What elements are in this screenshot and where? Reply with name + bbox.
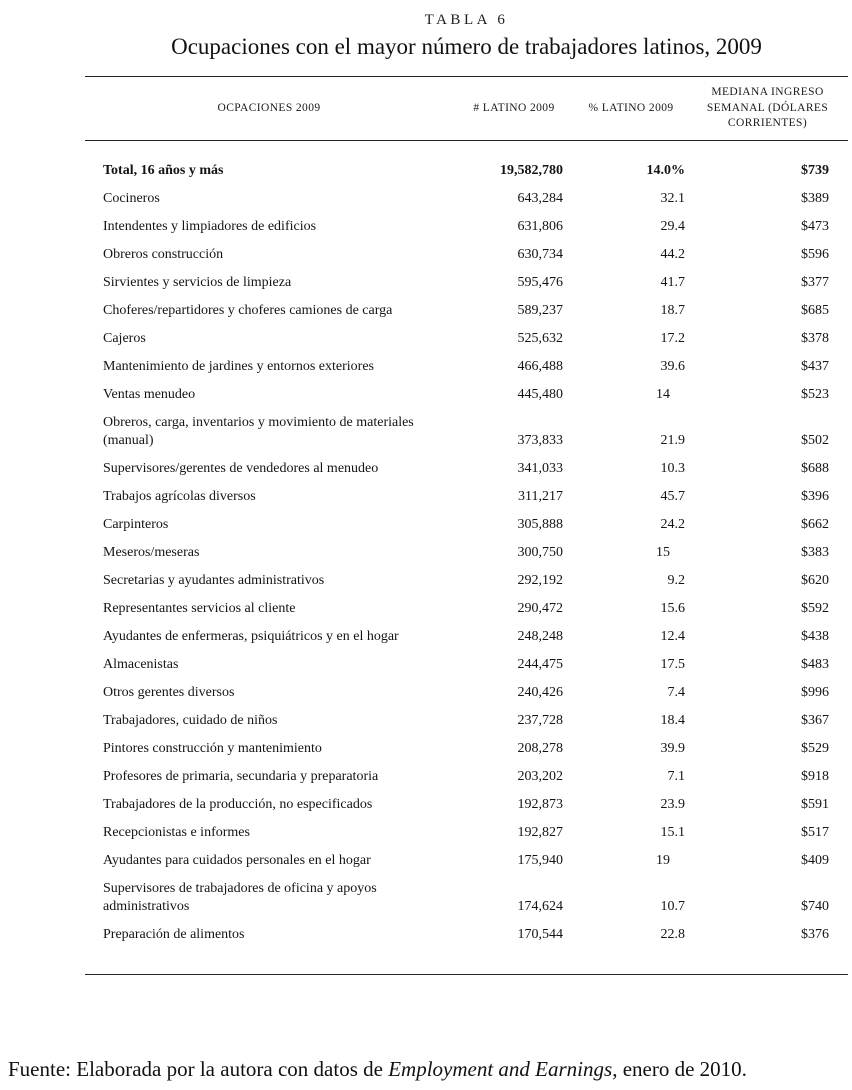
col-header-latino-percent: % LATINO 2009	[588, 101, 674, 114]
latino-percent: 32.1	[660, 190, 685, 206]
latino-count: 292,192	[517, 572, 563, 588]
occupation-label: Profesores de primaria, secundaria y preparatoria	[103, 768, 379, 784]
occupation-label: Trabajadores de la producción, no especificados	[103, 796, 373, 812]
total-row	[85, 140, 848, 185]
col-header-latino-count: # LATINO 2009	[473, 101, 555, 114]
latino-percent: 12.4	[660, 628, 685, 644]
latino-count: 630,734	[517, 246, 563, 262]
median-income: $592	[801, 600, 829, 616]
table-row	[85, 353, 848, 381]
col-header-ocupaciones: OCPACIONES 2009	[217, 101, 321, 114]
latino-percent: 18.7	[660, 302, 685, 318]
latino-count: 244,475	[517, 656, 563, 672]
occupation-label: Trabajos agrícolas diversos	[103, 488, 256, 504]
latino-percent: 14	[656, 386, 670, 402]
median-income: $591	[801, 796, 829, 812]
occupation-label: Otros gerentes diversos	[103, 684, 235, 700]
median-income: $740	[801, 898, 829, 914]
table-block	[85, 12, 848, 975]
occupation-label: Meseros/meseras	[103, 544, 200, 560]
latino-count: 631,806	[517, 218, 563, 234]
table-row	[85, 567, 848, 595]
occupation-label: Ayudantes para cuidados personales en el hogar	[103, 852, 371, 868]
latino-percent: 15.1	[660, 824, 685, 840]
latino-percent: 17.2	[660, 330, 685, 346]
median-income: $483	[801, 656, 829, 672]
table-body	[85, 140, 848, 974]
source-note	[8, 1057, 846, 1082]
table-row	[85, 185, 848, 213]
latino-count: 19,582,780	[500, 162, 563, 178]
document-page	[0, 12, 852, 1090]
table-row	[85, 297, 848, 325]
occupation-label: Recepcionistas e informes	[103, 824, 250, 840]
table-row	[85, 409, 848, 455]
latino-count: 445,480	[517, 386, 563, 402]
latino-count: 643,284	[517, 190, 563, 206]
latino-percent: 23.9	[660, 796, 685, 812]
latino-count: 240,426	[517, 684, 563, 700]
table-row	[85, 269, 848, 297]
table-row	[85, 679, 848, 707]
latino-percent: 7.4	[667, 684, 685, 700]
latino-percent: 19	[656, 852, 670, 868]
table-row	[85, 735, 848, 763]
table-row	[85, 763, 848, 791]
occupation-label: Choferes/repartidores y choferes camiones de carga	[103, 302, 393, 318]
latino-percent: 15	[656, 544, 670, 560]
latino-count: 203,202	[517, 768, 563, 784]
median-income: $378	[801, 330, 829, 346]
latino-percent: 15.6	[660, 600, 685, 616]
latino-count: 175,940	[517, 852, 563, 868]
median-income: $383	[801, 544, 829, 560]
latino-count: 466,488	[517, 358, 563, 374]
table-row	[85, 791, 848, 819]
latino-count: 373,833	[517, 432, 563, 448]
latino-count: 595,476	[517, 274, 563, 290]
table-row	[85, 325, 848, 353]
latino-count: 290,472	[517, 600, 563, 616]
median-income: $529	[801, 740, 829, 756]
occupation-label: Supervisores de trabajadores de oficina y apoyos administrativos	[103, 880, 377, 914]
latino-count: 192,827	[517, 824, 563, 840]
occupation-label: Ventas menudeo	[103, 386, 196, 402]
occupation-label: Secretarias y ayudantes administrativos	[103, 572, 325, 588]
median-income: $918	[801, 768, 829, 784]
latino-percent: 29.4	[660, 218, 685, 234]
occupation-label: Obreros, carga, inventarios y movimiento de materiales (manual)	[103, 414, 414, 448]
median-income: $996	[801, 684, 829, 700]
median-income: $517	[801, 824, 829, 840]
median-income: $377	[801, 274, 829, 290]
latino-percent: 10.3	[660, 460, 685, 476]
latino-count: 341,033	[517, 460, 563, 476]
occupation-label: Cajeros	[103, 330, 146, 346]
latino-count: 248,248	[517, 628, 563, 644]
latino-count: 208,278	[517, 740, 563, 756]
source-italic-title: Employment and Earnings	[388, 1057, 613, 1081]
latino-count: 237,728	[517, 712, 563, 728]
median-income: $437	[801, 358, 829, 374]
latino-percent: 17.5	[660, 656, 685, 672]
median-income: $367	[801, 712, 829, 728]
median-income: $473	[801, 218, 829, 234]
median-income: $396	[801, 488, 829, 504]
median-income: $662	[801, 516, 829, 532]
latino-percent: 44.2	[660, 246, 685, 262]
occupation-label: Pintores construcción y mantenimiento	[103, 740, 322, 756]
latino-percent: 39.9	[660, 740, 685, 756]
latino-count: 300,750	[517, 544, 563, 560]
median-income: $438	[801, 628, 829, 644]
latino-percent: 7.1	[667, 768, 685, 784]
median-income: $620	[801, 572, 829, 588]
header-row	[85, 77, 848, 141]
latino-percent: 10.7	[660, 898, 685, 914]
table-row	[85, 707, 848, 735]
occupation-label: Mantenimiento de jardines y entornos exteriores	[103, 358, 374, 374]
table-row	[85, 241, 848, 269]
latino-percent: 39.6	[660, 358, 685, 374]
table-row	[85, 381, 848, 409]
median-income: $409	[801, 852, 829, 868]
median-income: $376	[801, 926, 829, 942]
occupation-label: Cocineros	[103, 190, 160, 206]
occupation-label: Carpinteros	[103, 516, 169, 532]
occupation-label: Intendentes y limpiadores de edificios	[103, 218, 317, 234]
occupation-label: Supervisores/gerentes de vendedores al menudeo	[103, 460, 379, 476]
latino-percent: 24.2	[660, 516, 685, 532]
occupation-label: Trabajadores, cuidado de niños	[103, 712, 278, 728]
table-row	[85, 539, 848, 567]
table-row	[85, 483, 848, 511]
latino-percent: 9.2	[667, 572, 685, 588]
table-row	[85, 511, 848, 539]
latino-count: 174,624	[517, 898, 563, 914]
table-row	[85, 455, 848, 483]
latino-percent: 41.7	[660, 274, 685, 290]
occupation-label: Obreros construcción	[103, 246, 224, 262]
median-income: $739	[801, 162, 829, 178]
median-income: $688	[801, 460, 829, 476]
median-income: $502	[801, 432, 829, 448]
occupation-label: Ayudantes de enfermeras, psiquiátricos y en el hogar	[103, 628, 399, 644]
median-income: $523	[801, 386, 829, 402]
occupations-table	[85, 76, 848, 975]
source-text-suffix: , enero de 2010.	[612, 1057, 747, 1081]
latino-percent: 18.4	[660, 712, 685, 728]
table-row	[85, 623, 848, 651]
occupation-label: Preparación de alimentos	[103, 926, 245, 942]
latino-percent: 45.7	[660, 488, 685, 504]
occupation-label: Sirvientes y servicios de limpieza	[103, 274, 292, 290]
latino-count: 192,873	[517, 796, 563, 812]
table-row	[85, 819, 848, 847]
table-title: TABLA 6	[424, 12, 509, 28]
latino-count: 311,217	[518, 488, 563, 504]
occupation-label: Representantes servicios al cliente	[103, 600, 296, 616]
median-income: $389	[801, 190, 829, 206]
occupation-label: Almacenistas	[103, 656, 179, 672]
col-header-median-income: MEDIANA INGRESO SEMANAL (DÓLARES CORRIENTES)	[706, 86, 829, 130]
table-row	[85, 651, 848, 679]
latino-count: 525,632	[517, 330, 563, 346]
latino-count: 589,237	[517, 302, 563, 318]
latino-percent: 14.0%	[646, 162, 685, 178]
table-row	[85, 921, 848, 975]
table-row	[85, 595, 848, 623]
source-text-prefix: Fuente: Elaborada por la autora con datos de	[8, 1057, 389, 1081]
table-subtitle: Ocupaciones con el mayor número de trabajadores latinos, 2009	[171, 34, 762, 59]
median-income: $685	[801, 302, 829, 318]
latino-count: 305,888	[517, 516, 563, 532]
occupation-label: Total, 16 años y más	[103, 162, 224, 178]
latino-percent: 21.9	[660, 432, 685, 448]
latino-count: 170,544	[517, 926, 563, 942]
table-row	[85, 847, 848, 875]
table-row	[85, 213, 848, 241]
table-row	[85, 875, 848, 921]
latino-percent: 22.8	[660, 926, 685, 942]
median-income: $596	[801, 246, 829, 262]
